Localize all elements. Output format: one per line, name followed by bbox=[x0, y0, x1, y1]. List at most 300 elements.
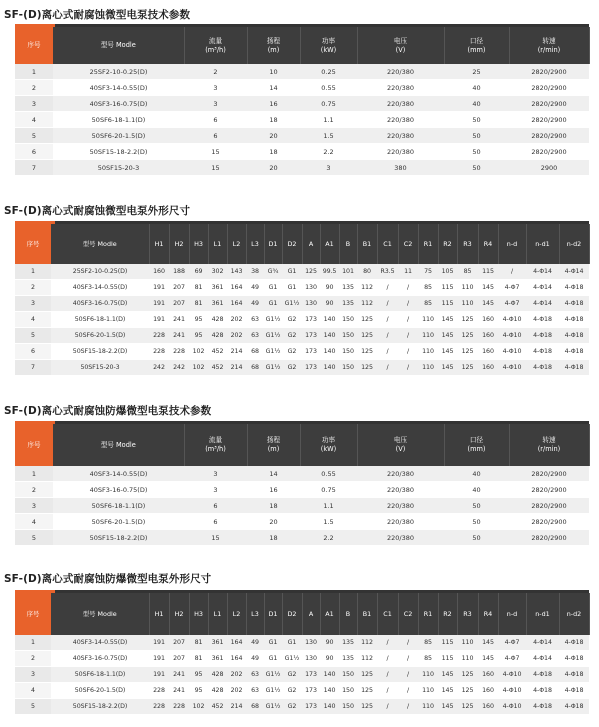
table-cell: / bbox=[398, 280, 418, 296]
table-cell: 191 bbox=[149, 651, 169, 667]
table-cell: 150 bbox=[339, 344, 357, 360]
table-cell: 68 bbox=[246, 344, 264, 360]
table-cell: 81 bbox=[189, 635, 208, 651]
table-cell: 4-Φ18 bbox=[526, 683, 559, 699]
table-cell: 40SF3-16-0.75(D) bbox=[53, 482, 184, 498]
table-cell: 40SF3-16-0.75(D) bbox=[51, 651, 149, 667]
table-cell: G1½ bbox=[264, 683, 282, 699]
table-cell: 361 bbox=[208, 651, 227, 667]
table-cell: 99.5 bbox=[320, 264, 339, 280]
column-header: L3 bbox=[246, 593, 264, 635]
table-cell: 428 bbox=[208, 667, 227, 683]
table-cell: 241 bbox=[169, 683, 189, 699]
table-cell: 5 bbox=[15, 699, 51, 715]
table-cell: 4-Φ14 bbox=[526, 635, 559, 651]
table-cell: / bbox=[398, 296, 418, 312]
table-cell: 50SF6-20-1.5(D) bbox=[51, 683, 149, 699]
table-cell: 145 bbox=[438, 360, 457, 376]
table-cell: 2820/2900 bbox=[509, 530, 589, 546]
table-row bbox=[15, 667, 589, 683]
table-cell: 40SF3-14-0.55(D) bbox=[51, 280, 149, 296]
table-cell: 95 bbox=[189, 328, 208, 344]
column-header: L1 bbox=[208, 593, 227, 635]
table-cell: G1 bbox=[282, 264, 302, 280]
table-cell: G2 bbox=[282, 667, 302, 683]
table-cell: 1 bbox=[15, 635, 51, 651]
table-row bbox=[15, 635, 589, 651]
table-cell: 0.25 bbox=[300, 64, 357, 80]
table-cell: 4-Φ18 bbox=[559, 312, 589, 328]
table-cell: 135 bbox=[339, 635, 357, 651]
table-cell: G2 bbox=[282, 360, 302, 376]
table-cell: 125 bbox=[457, 312, 478, 328]
table-cell: 18 bbox=[247, 530, 300, 546]
table-row bbox=[15, 296, 589, 312]
table-cell: 3 bbox=[15, 667, 51, 683]
column-header: D1 bbox=[264, 224, 282, 264]
table-cell: 242 bbox=[149, 360, 169, 376]
table-cell: 1 bbox=[15, 466, 53, 482]
column-header: H3 bbox=[189, 224, 208, 264]
table-cell: 90 bbox=[320, 280, 339, 296]
table-cell: 3 bbox=[15, 96, 53, 112]
table-cell: 242 bbox=[169, 360, 189, 376]
table-cell: 160 bbox=[478, 683, 498, 699]
tech-params-table bbox=[15, 24, 589, 188]
table-cell: 3 bbox=[184, 96, 247, 112]
table-cell: 125 bbox=[457, 328, 478, 344]
column-header: 流量 (m³/h) bbox=[184, 27, 247, 64]
table-cell: 4 bbox=[15, 514, 53, 530]
table-cell: 4-Φ14 bbox=[526, 264, 559, 280]
column-header: R2 bbox=[438, 224, 457, 264]
table-cell: 2 bbox=[184, 64, 247, 80]
table-cell: 452 bbox=[208, 360, 227, 376]
table-cell: 68 bbox=[246, 699, 264, 715]
table-cell: 125 bbox=[357, 667, 377, 683]
table-cell: 50SF15-18-2.2(D) bbox=[53, 144, 184, 160]
table-cell: 15 bbox=[184, 144, 247, 160]
column-header: L1 bbox=[208, 224, 227, 264]
table-cell: 220/380 bbox=[357, 80, 444, 96]
table-cell: 4-Φ18 bbox=[526, 699, 559, 715]
table-cell: 38 bbox=[246, 264, 264, 280]
table-cell: 191 bbox=[149, 667, 169, 683]
table-cell: 50 bbox=[444, 498, 509, 514]
table-cell: 6 bbox=[184, 514, 247, 530]
table-cell: 4-Φ18 bbox=[559, 651, 589, 667]
table-cell: 1.1 bbox=[300, 112, 357, 128]
table-cell: 125 bbox=[457, 360, 478, 376]
column-header: A1 bbox=[320, 224, 339, 264]
table-cell: 214 bbox=[227, 699, 246, 715]
table-cell: 164 bbox=[227, 296, 246, 312]
table-cell: 1.5 bbox=[300, 514, 357, 530]
table-cell: 150 bbox=[339, 683, 357, 699]
column-header: L2 bbox=[227, 593, 246, 635]
table-cell: 4-Φ18 bbox=[559, 635, 589, 651]
table-cell: / bbox=[377, 344, 398, 360]
table-cell: 1 bbox=[15, 264, 51, 280]
table-cell: / bbox=[377, 667, 398, 683]
column-header: 转速 (r/min) bbox=[509, 27, 589, 64]
table-cell: 160 bbox=[478, 360, 498, 376]
column-header: R4 bbox=[478, 593, 498, 635]
table-cell: 18 bbox=[247, 112, 300, 128]
table-cell: 2 bbox=[15, 482, 53, 498]
table-cell: G1½ bbox=[264, 699, 282, 715]
section-title: SF-(D)离心式耐腐蚀微型电泵外形尺寸 bbox=[4, 205, 191, 217]
table-cell: / bbox=[398, 312, 418, 328]
table-cell: 145 bbox=[438, 699, 457, 715]
table-cell: G2 bbox=[282, 312, 302, 328]
column-header: R3 bbox=[457, 224, 478, 264]
table-cell: 4-Φ10 bbox=[498, 328, 526, 344]
table-cell: 50 bbox=[444, 530, 509, 546]
table-cell: 4-Φ10 bbox=[498, 667, 526, 683]
table-cell: 110 bbox=[418, 683, 438, 699]
table-cell: 2.2 bbox=[300, 144, 357, 160]
table-cell: 1.1 bbox=[300, 498, 357, 514]
table-cell: 40 bbox=[444, 80, 509, 96]
table-row bbox=[15, 344, 589, 360]
column-header: 序号 bbox=[15, 593, 51, 635]
table-cell: 4-Φ7 bbox=[498, 280, 526, 296]
table-cell: 228 bbox=[149, 328, 169, 344]
column-header: D2 bbox=[282, 593, 302, 635]
table-cell: 220/380 bbox=[357, 530, 444, 546]
table-cell: 4-Φ10 bbox=[498, 312, 526, 328]
table-cell: 228 bbox=[149, 683, 169, 699]
table-cell: 140 bbox=[320, 683, 339, 699]
column-header: H2 bbox=[169, 224, 189, 264]
column-header: B1 bbox=[357, 224, 377, 264]
table-cell: 2820/2900 bbox=[509, 80, 589, 96]
table-row bbox=[15, 466, 589, 482]
table-cell: 214 bbox=[227, 344, 246, 360]
table-cell: 2 bbox=[15, 280, 51, 296]
table-cell: 4-Φ18 bbox=[526, 344, 559, 360]
table-cell: 452 bbox=[208, 344, 227, 360]
table-cell: 110 bbox=[418, 699, 438, 715]
table-cell: 4-Φ18 bbox=[559, 360, 589, 376]
table-cell: 85 bbox=[418, 635, 438, 651]
table-cell: 220/380 bbox=[357, 128, 444, 144]
table-cell: G1½ bbox=[264, 360, 282, 376]
table-cell: 15 bbox=[184, 160, 247, 176]
table-cell: 188 bbox=[169, 264, 189, 280]
column-header: 序号 bbox=[15, 424, 53, 466]
table-cell: 160 bbox=[478, 312, 498, 328]
table-cell: 220/380 bbox=[357, 514, 444, 530]
table-cell: 145 bbox=[438, 344, 457, 360]
column-header: L2 bbox=[227, 224, 246, 264]
table-cell: 112 bbox=[357, 651, 377, 667]
table-cell: 380 bbox=[357, 160, 444, 176]
table-cell: 125 bbox=[302, 264, 320, 280]
table-cell: 150 bbox=[339, 667, 357, 683]
column-header: 口径 (mm) bbox=[444, 424, 509, 466]
table-cell: 135 bbox=[339, 296, 357, 312]
column-header: R2 bbox=[438, 593, 457, 635]
table-cell: 4-Φ18 bbox=[526, 312, 559, 328]
table-cell: 16 bbox=[247, 482, 300, 498]
table-cell: 207 bbox=[169, 651, 189, 667]
table-cell: 3 bbox=[15, 498, 53, 514]
table-cell: 140 bbox=[320, 344, 339, 360]
table-cell: 135 bbox=[339, 280, 357, 296]
table-cell: 110 bbox=[418, 312, 438, 328]
table-cell: 2820/2900 bbox=[509, 514, 589, 530]
table-cell: 11 bbox=[398, 264, 418, 280]
table-cell: 115 bbox=[438, 280, 457, 296]
table-cell: 2820/2900 bbox=[509, 64, 589, 80]
table-cell: 63 bbox=[246, 683, 264, 699]
column-header: R4 bbox=[478, 224, 498, 264]
table-cell: 361 bbox=[208, 280, 227, 296]
table-cell: 228 bbox=[169, 699, 189, 715]
table-cell: 4-Φ7 bbox=[498, 296, 526, 312]
table-cell: 50SF15-20-3 bbox=[53, 160, 184, 176]
table-cell: 173 bbox=[302, 683, 320, 699]
table-cell: 214 bbox=[227, 360, 246, 376]
table-cell: 4-Φ7 bbox=[498, 651, 526, 667]
table-cell: 40SF3-14-0.55(D) bbox=[51, 635, 149, 651]
table-cell: / bbox=[398, 651, 418, 667]
table-cell: 145 bbox=[438, 328, 457, 344]
table-cell: 164 bbox=[227, 280, 246, 296]
table-cell: 160 bbox=[478, 667, 498, 683]
table-cell: 101 bbox=[339, 264, 357, 280]
table-cell: G1 bbox=[282, 280, 302, 296]
column-header: 型号 Modle bbox=[51, 593, 149, 635]
table-cell: 228 bbox=[149, 344, 169, 360]
table-cell: 452 bbox=[208, 699, 227, 715]
table-cell: 220/380 bbox=[357, 96, 444, 112]
column-header: 型号 Modle bbox=[51, 224, 149, 264]
table-cell: 241 bbox=[169, 667, 189, 683]
table-cell: 241 bbox=[169, 312, 189, 328]
explosion-proof-tech-table bbox=[15, 421, 589, 551]
table-cell: 4-Φ10 bbox=[498, 683, 526, 699]
column-header: 扬程 (m) bbox=[247, 424, 300, 466]
table-cell: G1½ bbox=[264, 667, 282, 683]
table-cell: 115 bbox=[438, 296, 457, 312]
table-cell: 14 bbox=[247, 80, 300, 96]
table-cell: 115 bbox=[478, 264, 498, 280]
table-row bbox=[15, 498, 589, 514]
table-cell: 50SF15-20-3 bbox=[51, 360, 149, 376]
table-cell: 63 bbox=[246, 312, 264, 328]
table-cell: / bbox=[377, 699, 398, 715]
table-cell: 2820/2900 bbox=[509, 144, 589, 160]
table-cell: 50SF6-18-1.1(D) bbox=[53, 498, 184, 514]
table-row bbox=[15, 651, 589, 667]
table-cell: 173 bbox=[302, 667, 320, 683]
table-cell: 4-Φ14 bbox=[526, 280, 559, 296]
table-cell: G1½ bbox=[264, 312, 282, 328]
table-cell: 95 bbox=[189, 667, 208, 683]
table-cell: 202 bbox=[227, 328, 246, 344]
table-cell: 7 bbox=[15, 160, 53, 176]
table-cell: 85 bbox=[418, 280, 438, 296]
table-cell: 145 bbox=[478, 635, 498, 651]
table-cell: 6 bbox=[184, 128, 247, 144]
table-row bbox=[15, 280, 589, 296]
table-cell: 40SF3-16-0.75(D) bbox=[53, 96, 184, 112]
table-cell: 50SF6-18-1.1(D) bbox=[51, 667, 149, 683]
table-cell: 50SF6-20-1.5(D) bbox=[53, 514, 184, 530]
table-row bbox=[15, 514, 589, 530]
table-cell: 135 bbox=[339, 651, 357, 667]
table-cell: 5 bbox=[15, 530, 53, 546]
table-cell: 2 bbox=[15, 80, 53, 96]
table-cell: 6 bbox=[15, 344, 51, 360]
table-cell: 40 bbox=[444, 482, 509, 498]
table-cell: 164 bbox=[227, 635, 246, 651]
table-cell: 3 bbox=[184, 482, 247, 498]
table-cell: 4-Φ14 bbox=[526, 296, 559, 312]
table-cell: 0.75 bbox=[300, 482, 357, 498]
table-cell: 85 bbox=[457, 264, 478, 280]
column-header: C2 bbox=[398, 224, 418, 264]
table-cell: 6 bbox=[184, 112, 247, 128]
table-cell: 125 bbox=[457, 344, 478, 360]
table-cell: 428 bbox=[208, 328, 227, 344]
table-cell: 125 bbox=[357, 683, 377, 699]
table-row bbox=[15, 144, 589, 160]
column-header: C1 bbox=[377, 593, 398, 635]
table-cell: 7 bbox=[15, 360, 51, 376]
column-header: 序号 bbox=[15, 27, 53, 64]
table-cell: 81 bbox=[189, 296, 208, 312]
table-cell: G2 bbox=[282, 344, 302, 360]
table-cell: G1½ bbox=[264, 344, 282, 360]
table-cell: 140 bbox=[320, 667, 339, 683]
table-cell: 2 bbox=[15, 651, 51, 667]
table-cell: 173 bbox=[302, 328, 320, 344]
table-cell: 50SF6-20-1.5(D) bbox=[51, 328, 149, 344]
table-row bbox=[15, 64, 589, 80]
table-cell: 202 bbox=[227, 683, 246, 699]
table-cell: / bbox=[398, 360, 418, 376]
table-cell: 4-Φ18 bbox=[559, 280, 589, 296]
table-cell: / bbox=[377, 635, 398, 651]
table-cell: 4-Φ18 bbox=[526, 328, 559, 344]
table-cell: 25SF2-10-0.25(D) bbox=[51, 264, 149, 280]
table-row bbox=[15, 264, 589, 280]
table-cell: 112 bbox=[357, 296, 377, 312]
column-header: 转速 (r/min) bbox=[509, 424, 589, 466]
table-cell: / bbox=[398, 344, 418, 360]
table-cell: 50 bbox=[444, 128, 509, 144]
table-cell: 1 bbox=[15, 64, 53, 80]
table-cell: 50SF6-20-1.5(D) bbox=[53, 128, 184, 144]
table-cell: 160 bbox=[149, 264, 169, 280]
table-cell: 4-Φ18 bbox=[559, 296, 589, 312]
table-cell: 85 bbox=[418, 296, 438, 312]
table-cell: 10 bbox=[247, 64, 300, 80]
table-cell: 112 bbox=[357, 635, 377, 651]
table-cell: 220/380 bbox=[357, 112, 444, 128]
table-cell: 90 bbox=[320, 296, 339, 312]
table-cell: 102 bbox=[189, 360, 208, 376]
table-header-row bbox=[15, 27, 589, 64]
table-cell: 145 bbox=[438, 667, 457, 683]
table-cell: 302 bbox=[208, 264, 227, 280]
column-header: 电压 (V) bbox=[357, 424, 444, 466]
table-cell: 63 bbox=[246, 667, 264, 683]
column-header: C2 bbox=[398, 593, 418, 635]
table-cell: 2820/2900 bbox=[509, 466, 589, 482]
table-cell: 1.5 bbox=[300, 128, 357, 144]
column-header: D1 bbox=[264, 593, 282, 635]
column-header: 功率 (kW) bbox=[300, 27, 357, 64]
column-header: 型号 Modle bbox=[53, 27, 184, 64]
table-cell: 68 bbox=[246, 360, 264, 376]
table-cell: 160 bbox=[478, 344, 498, 360]
table-cell: 4-Φ7 bbox=[498, 635, 526, 651]
table-cell: 5 bbox=[15, 128, 53, 144]
table-cell: / bbox=[377, 312, 398, 328]
column-header: A bbox=[302, 224, 320, 264]
table-cell: 428 bbox=[208, 683, 227, 699]
table-cell: 105 bbox=[438, 264, 457, 280]
table-cell: 207 bbox=[169, 296, 189, 312]
table-cell: 220/380 bbox=[357, 466, 444, 482]
table-cell: 4-Φ10 bbox=[498, 699, 526, 715]
table-cell: 2820/2900 bbox=[509, 96, 589, 112]
table-cell: 49 bbox=[246, 635, 264, 651]
table-cell: 145 bbox=[478, 296, 498, 312]
table-cell: G2 bbox=[282, 683, 302, 699]
table-cell: 18 bbox=[247, 498, 300, 514]
table-cell: 110 bbox=[418, 344, 438, 360]
table-cell: 130 bbox=[302, 296, 320, 312]
table-cell: 220/380 bbox=[357, 144, 444, 160]
table-cell: 95 bbox=[189, 312, 208, 328]
table-cell: 5 bbox=[15, 328, 51, 344]
table-cell: 4-Φ10 bbox=[498, 344, 526, 360]
table-cell: 49 bbox=[246, 651, 264, 667]
explosion-proof-dimensions-table bbox=[15, 590, 589, 720]
column-header: H2 bbox=[169, 593, 189, 635]
table-cell: 207 bbox=[169, 635, 189, 651]
column-header: 扬程 (m) bbox=[247, 27, 300, 64]
table-cell: 145 bbox=[478, 280, 498, 296]
table-cell: 80 bbox=[357, 264, 377, 280]
section-title: SF-(D)离心式耐腐蚀防爆微型电泵技术参数 bbox=[4, 405, 212, 417]
table-cell: 150 bbox=[339, 699, 357, 715]
table-cell: 164 bbox=[227, 651, 246, 667]
table-cell: 115 bbox=[438, 635, 457, 651]
table-cell: R3.5 bbox=[377, 264, 398, 280]
table-cell: 4-Φ14 bbox=[559, 264, 589, 280]
table-cell: 0.75 bbox=[300, 96, 357, 112]
table-cell: / bbox=[498, 264, 526, 280]
table-cell: 173 bbox=[302, 360, 320, 376]
table-cell: / bbox=[377, 683, 398, 699]
table-cell: / bbox=[398, 683, 418, 699]
column-header: n-d2 bbox=[559, 224, 589, 264]
column-header: n-d1 bbox=[526, 593, 559, 635]
table-cell: 2.2 bbox=[300, 530, 357, 546]
table-cell: G1½ bbox=[264, 328, 282, 344]
table-cell: 191 bbox=[149, 296, 169, 312]
table-cell: 50SF6-18-1.1(D) bbox=[51, 312, 149, 328]
table-cell: 4-Φ18 bbox=[559, 344, 589, 360]
table-cell: 14 bbox=[247, 466, 300, 482]
